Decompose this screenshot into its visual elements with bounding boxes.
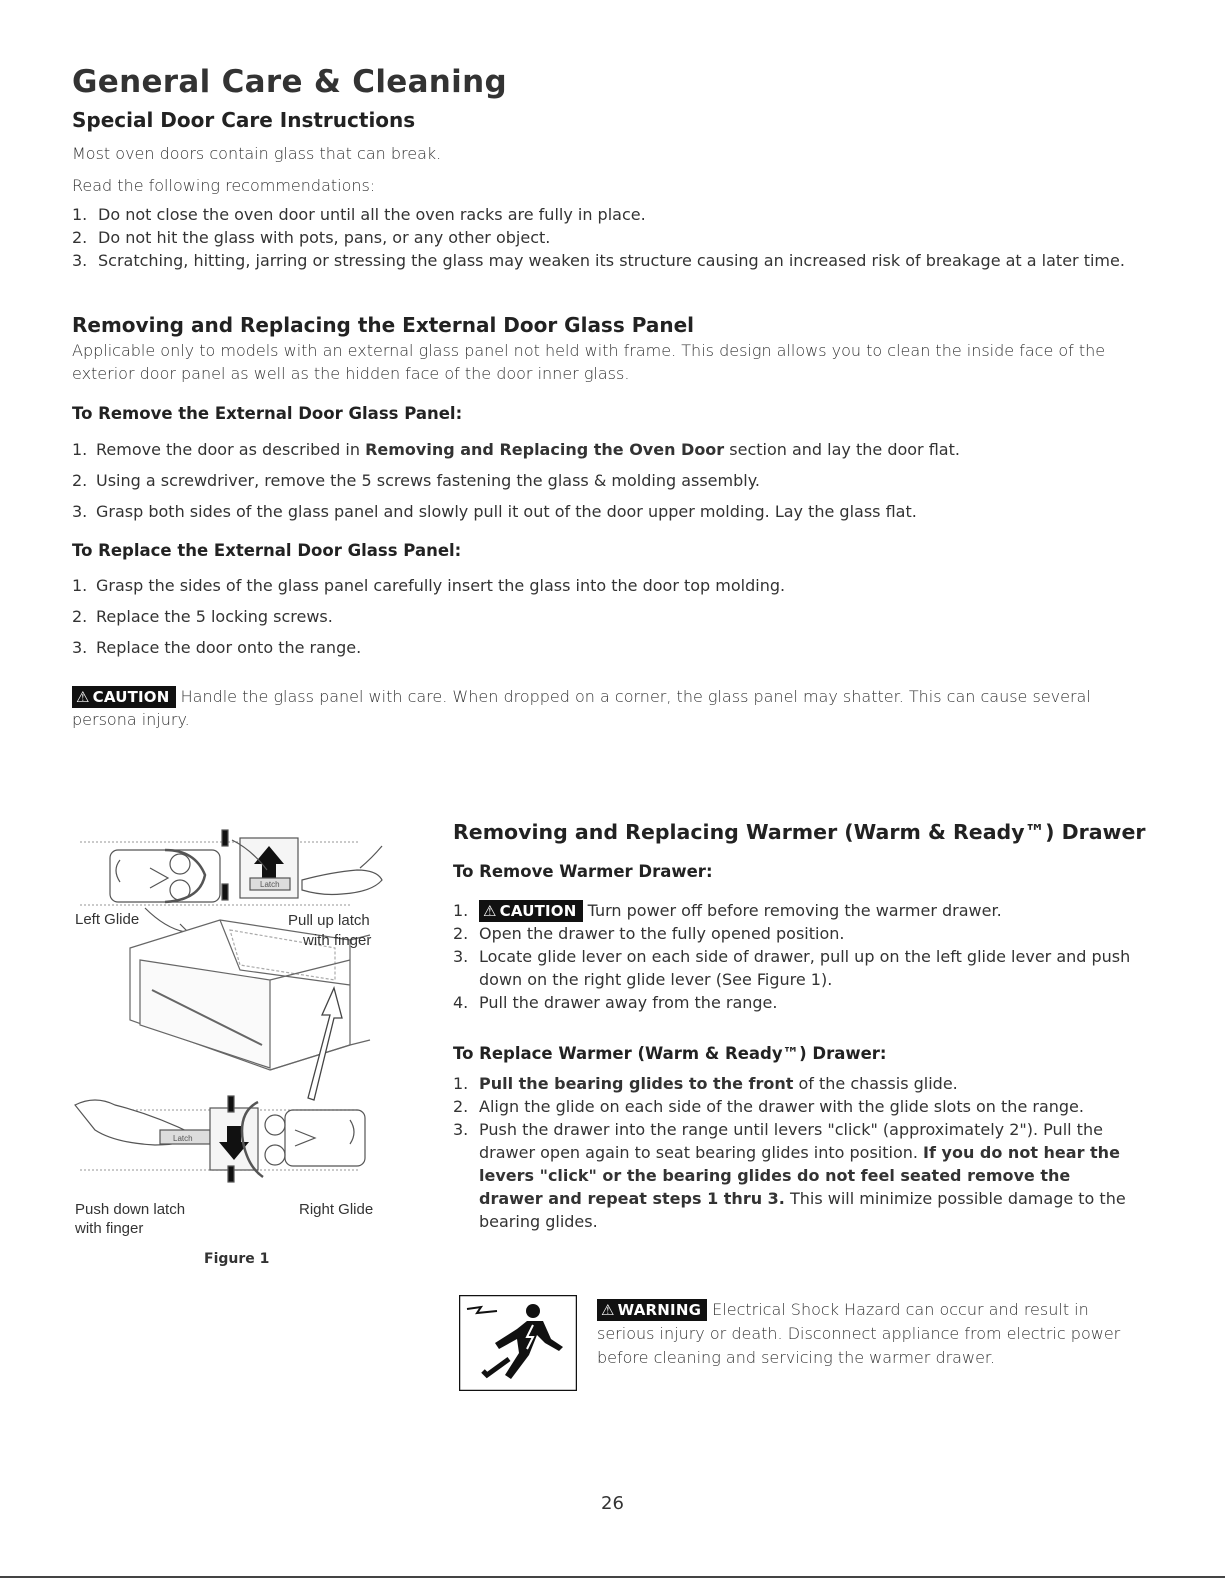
list-number: 3.: [453, 947, 469, 966]
list-text: Align the glide on each side of the drawer with the glide slots on the range.: [479, 1097, 1084, 1116]
list-item: [72, 570, 1142, 601]
push-down-label: Push down latch: [75, 1201, 186, 1218]
list-number: 1.: [72, 576, 88, 595]
list-text: Remove the door as described in: [96, 440, 366, 459]
page-title: General Care & Cleaning: [72, 64, 507, 100]
special-door-heading: Special Door Care Instructions: [72, 108, 416, 132]
list-text: Using a screwdriver, remove the 5 screws fastening the glass & molding assembly.: [96, 471, 760, 490]
warning-text: Electrical Shock Hazard can occur and result in serious injury or death. Disconnect appliance from electric power before cleaning and servicing the warmer drawer.: [597, 1300, 1121, 1367]
left-glide-illustration: [80, 830, 382, 905]
list-text: Locate glide lever on each side of drawer, pull up on the left glide lever and push down on the right glide lever (See Figure 1).: [479, 947, 1131, 989]
list-text: Push the drawer into the range until levers "click" (approximately 2"). Pull the drawer open again to seat bearing glides into position.: [479, 1120, 1103, 1162]
list-item: [72, 226, 1137, 249]
bottom-rule: [0, 1576, 1225, 1578]
list-number: 2.: [453, 1097, 469, 1116]
list-item: [72, 249, 1137, 272]
list-text: Scratching, hitting, jarring or stressing the glass may weaken its structure causing an increased risk of breakage at a later time.: [98, 251, 1125, 270]
svg-text:Latch: Latch: [260, 880, 280, 889]
list-number: 1.: [72, 205, 88, 224]
figure-caption: Figure 1: [204, 1251, 270, 1267]
list-number: 3.: [72, 638, 88, 657]
list-text: Turn power off before removing the warmer drawer.: [587, 901, 1002, 920]
list-item: [453, 945, 1133, 991]
list-item: [453, 1072, 1133, 1095]
caution-badge: [72, 686, 176, 708]
list-text: Do not hit the glass with pots, pans, or any other object.: [98, 228, 551, 247]
replace-warmer-heading: To Replace Warmer (Warm & Ready™) Drawer:: [453, 1044, 887, 1063]
oven-door-section-ref: Removing and Replacing the Oven Door: [365, 440, 725, 459]
left-glide-label: Left Glide: [75, 911, 140, 928]
page-number: 26: [601, 1493, 624, 1514]
list-text: Pull the drawer away from the range.: [479, 993, 778, 1012]
special-door-list: [72, 203, 1137, 272]
list-number: 3.: [72, 251, 88, 270]
list-item: [453, 899, 1133, 922]
list-text: Replace the 5 locking screws.: [96, 607, 333, 626]
push-down-label-2: with finger: [75, 1220, 144, 1237]
list-item: [453, 991, 1133, 1014]
remove-warmer-list: [453, 899, 1133, 1014]
caution-text: Handle the glass panel with care. When dropped on a corner, the glass panel may shatter. This can cause several persona injury.: [72, 687, 1091, 729]
list-number: 2.: [72, 228, 88, 247]
list-number: 1.: [453, 901, 469, 920]
list-item: [72, 632, 1142, 663]
replace-glass-list: [72, 570, 1142, 663]
list-item: [72, 203, 1137, 226]
list-number: 4.: [453, 993, 469, 1012]
caution-label: CAUTION: [92, 688, 170, 706]
special-door-intro-2: Read the following recommendations:: [72, 176, 376, 195]
callout-arrow: [145, 908, 185, 932]
caution-label: CAUTION: [499, 902, 577, 920]
caution-badge: [479, 900, 583, 922]
glass-caution: [72, 685, 1142, 731]
list-number: 2.: [72, 471, 88, 490]
list-item: [453, 922, 1133, 945]
replace-glass-heading: To Replace the External Door Glass Panel:: [72, 541, 462, 560]
list-text: Grasp both sides of the glass panel and slowly pull it out of the door upper molding. Lay the glass flat.: [96, 502, 917, 521]
list-number: 1.: [453, 1074, 469, 1093]
drawer-glide-figure: [70, 820, 400, 1210]
warning-label: WARNING: [617, 1301, 702, 1319]
list-text: Grasp the sides of the glass panel carefully insert the glass into the door top molding.: [96, 576, 786, 595]
list-text: Open the drawer to the fully opened position.: [479, 924, 845, 943]
right-glide-label: Right Glide: [299, 1201, 374, 1218]
warning-triangle-icon: ⚠: [601, 1301, 615, 1319]
list-text: Replace the door onto the range.: [96, 638, 362, 657]
list-number: 2.: [453, 924, 469, 943]
list-item: [72, 496, 1142, 527]
bold-text: Pull the bearing glides to the front: [479, 1074, 794, 1093]
special-door-intro-1: Most oven doors contain glass that can break.: [72, 144, 442, 163]
warning-triangle-icon: ⚠: [483, 902, 497, 920]
list-text: of the chassis glide.: [793, 1074, 958, 1093]
list-number: 1.: [72, 440, 88, 459]
list-item: [72, 434, 1142, 465]
list-text: This will minimize possible damage to the bearing glides.: [479, 1189, 1126, 1231]
svg-text:Latch: Latch: [173, 1134, 193, 1143]
remove-glass-heading: To Remove the External Door Glass Panel:: [72, 404, 463, 423]
warning-triangle-icon: ⚠: [76, 688, 90, 706]
list-item: [72, 601, 1142, 632]
pull-up-label-2: with finger: [303, 932, 372, 949]
list-item: [453, 1095, 1133, 1118]
electrical-shock-icon: [459, 1295, 577, 1391]
bold-text: If you do not hear the levers "click" or the bearing glides do not feel seated remove the drawer and repeat steps 1 thru 3.: [479, 1143, 1120, 1208]
list-number: 2.: [72, 607, 88, 626]
external-glass-heading: Removing and Replacing the External Door Glass Panel: [72, 313, 694, 337]
list-text: section and lay the door flat.: [724, 440, 960, 459]
remove-warmer-heading: To Remove Warmer Drawer:: [453, 862, 713, 881]
remove-glass-list: [72, 434, 1142, 527]
pull-up-label: Pull up latch: [288, 912, 370, 929]
list-item: [453, 1118, 1133, 1233]
list-number: 3.: [453, 1120, 469, 1139]
warmer-heading: Removing and Replacing Warmer (Warm & Ready™) Drawer: [453, 820, 1146, 844]
replace-warmer-list: [453, 1072, 1133, 1233]
list-item: [72, 465, 1142, 496]
warmer-warning: [597, 1298, 1142, 1370]
warning-badge: [597, 1299, 707, 1321]
external-glass-intro: Applicable only to models with an external glass panel not held with frame. This design allows you to clean the inside face of the exterior door panel as well as the hidden face of the door inner glass.: [72, 341, 1106, 383]
list-text: Do not close the oven door until all the oven racks are fully in place.: [98, 205, 646, 224]
list-number: 3.: [72, 502, 88, 521]
right-glide-illustration: [75, 1096, 365, 1182]
